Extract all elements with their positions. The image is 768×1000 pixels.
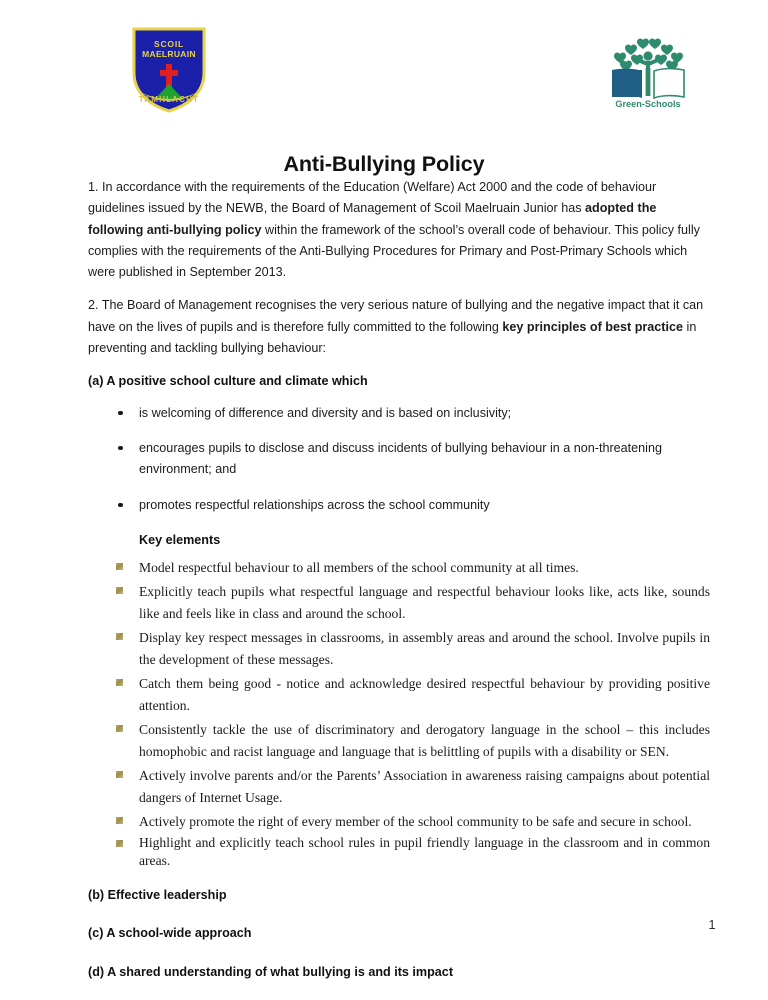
paragraph-2-part-1: 2. The Board of Management recognises the very serious nature of bullying and the negative impact that it can have on the lives of pupils and is therefore fully committed to the following	[88, 298, 704, 334]
document-header	[0, 0, 768, 120]
key-elements-heading: Key elements	[139, 532, 221, 547]
section-a-heading: (a) A positive school culture and climate which	[88, 374, 368, 389]
svg-text:SCOIL: SCOIL	[154, 39, 184, 49]
list-item: Actively involve parents and/or the Parents’ Association in awareness raising campaigns about potential dangers of Internet Usage.	[88, 765, 712, 810]
key-elements-list	[88, 557, 712, 869]
paragraph-1-bold-1: adopted the following anti-bullying policy	[88, 201, 657, 237]
list-item: Catch them being good - notice and acknowledge desired respectful behaviour by providing positive attention.	[88, 673, 712, 718]
list-item: is welcoming of difference and diversity and is based on inclusivity;	[88, 403, 712, 424]
page-number: 1	[708, 918, 716, 932]
section-d-heading: (d) A shared understanding of what bullying is and its impact	[88, 964, 454, 979]
green-schools-icon	[606, 28, 690, 108]
page-title: Anti-Bullying Policy	[283, 152, 485, 177]
list-item: promotes respectful relationships across the school community	[88, 495, 712, 516]
paragraph-1-part-1: 1. In accordance with the requirements of the Education (Welfare) Act 2000 and the code of behaviour guidelines issued by the NEWB, the Board of Management of Scoil Maelruain Junior has	[88, 180, 657, 216]
list-item: Display key respect messages in classrooms, in assembly areas and around the school. Involve pupils in the development of these messages.	[88, 627, 712, 672]
svg-text:TAMHLACHT: TAMHLACHT	[138, 95, 200, 104]
paragraph-2	[88, 295, 712, 359]
list-item: Consistently tackle the use of discriminatory and derogatory language in the school – this includes homophobic and racist language and language that is belittling of pupils with a disability or SEN.	[88, 719, 712, 764]
list-item: Actively promote the right of every member of the school community to be safe and secure in school.	[88, 811, 712, 834]
svg-text:MAELRUAIN: MAELRUAIN	[142, 49, 196, 59]
culture-bullet-list	[88, 403, 712, 516]
document-body	[88, 177, 712, 1000]
section-c-heading: (c) A school-wide approach	[88, 926, 252, 941]
paragraph-2-part-2: in preventing and tackling bullying behaviour:	[88, 319, 697, 356]
list-item: encourages pupils to disclose and discuss incidents of bullying behaviour in a non-threatening environment; and	[88, 438, 712, 481]
paragraph-1	[88, 177, 712, 283]
paragraph-1-part-2: within the framework of the school’s overall code of behaviour. This policy fully complies with the requirements of the Anti-Bullying Procedures for Primary and Post-Primary Schools which were published in September 2013.	[88, 222, 700, 280]
paragraph-2-bold-1: key principles of best practice	[502, 319, 684, 334]
list-item: Explicitly teach pupils what respectful language and respectful behaviour looks like, acts like, sounds like and feels like in class and around the school.	[88, 581, 712, 626]
list-item: Model respectful behaviour to all members of the school community at all times.	[88, 557, 712, 580]
list-item: Highlight and explicitly teach school rules in pupil friendly language in the classroom and in common areas.	[88, 834, 712, 869]
school-crest-icon	[128, 26, 210, 114]
sub-sections	[88, 885, 712, 983]
section-b-heading: (b) Effective leadership	[88, 888, 227, 903]
green-schools-label: Green-Schools	[615, 99, 681, 108]
